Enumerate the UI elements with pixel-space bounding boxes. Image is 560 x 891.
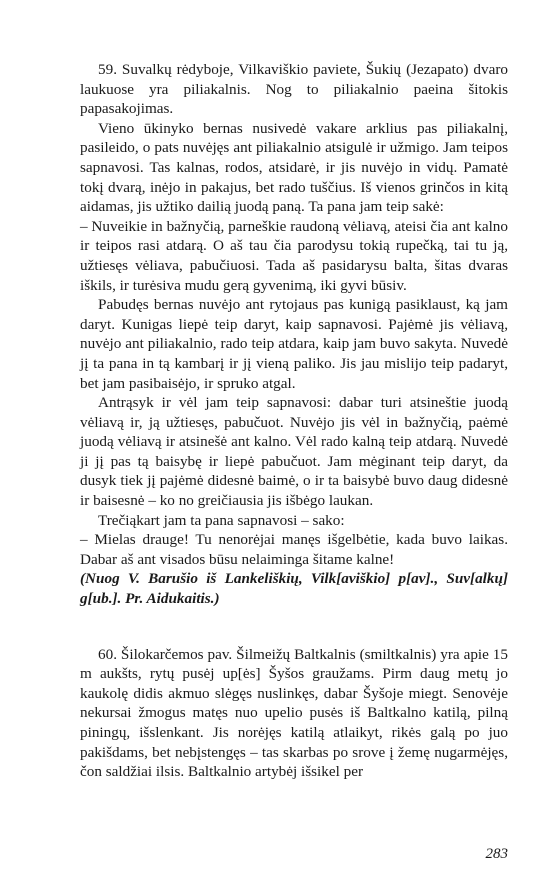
paragraph: Vieno ūkinyko bernas nusivedė vakare arklius pas piliakalnį, pasileido, o pats nuvėjęs ant piliakalnio atsigulė ir užmigo. Jam teipos sapnavosi. Tas kalnas, rodos, atsidarė, ir jis nuvėjo in vidų. Pamatė tokį dvarą, inėjo in pakajus, bet rado tuščius. Iš vienos grinčos in kitą aidamas, jis užtiko dailią juodą paną. Ta pana jam teip sakė: — [80, 119, 508, 216]
dialogue-paragraph: – Mielas drauge! Tu nenorėjai manęs išgelbėtie, kada buvo laikas. Dabar aš ant visados būsu nelaiminga šitame kalne! — [80, 531, 508, 568]
page-number: 283 — [485, 846, 508, 862]
legend-entry-59 — [80, 60, 508, 609]
legend-entry-60 — [80, 645, 508, 782]
paragraph: 59. Suvalkų rėdyboje, Vilkaviškio paviete, Šukių (Jezapato) dvaro laukuose yra piliakalnis. Nog to piliakalnio paeina šitokis papasakojimas. — [80, 61, 508, 118]
paragraph: Antrąsyk ir vėl jam teip sapnavosi: dabar turi atsineštie juodą vėliavą ir, ją užtiesęs, pabučuot. Nuvėjo jis vėl in bažnyčią, paėmė juodą vėliavą ir atsinešė ant kalno. Vėl rado kalną teip atdarą. Nuvedė ji jį pas tą baisybę ir liepė pabučuot. Jam mėginant teip daryt, da dusyk tiek jį pajėmė didesnė baimė, o ir ta baisybė buvo daug didesnė ir baisesnė – ko no greičiausia jis išbėgo laukan. — [80, 394, 508, 510]
source-citation: (Nuog V. Barušio iš Lankeliškių, Vilk[aviškio] p[av]., Suv[alkų] g[ub.]. Pr. Aidukaitis.) — [80, 570, 508, 608]
paragraph: Trečiąkart jam ta pana sapnavosi – sako: — [98, 511, 345, 529]
dialogue-paragraph: – Nuveikie in bažnyčią, parneškie raudoną vėliavą, ateisi čia ant kalno ir teipos rasi atdarą. O aš tau čia parodysu tokią rupečką, tai tu ją, užtiesęs vėliava, pabučiuosi. Tada aš pasidarysu balta, šitas dvaras iškils, ir turėsiva mudu gerą gyvenimą, iki gyvi būsiv. — [80, 217, 508, 294]
paragraph: Pabudęs bernas nuvėjo ant rytojaus pas kunigą pasiklaust, ką jam daryt. Kunigas liepė teip daryt, kaip sapnavosi. Pajėmė jis vėliavą, nuvėjo ant piliakalnio, rado teip atdara, kaip jam buvo sakyta. Nuvedė jį ta pana in tą kambarį ir jį vieną paliko. Jis jau mislijo teip padaryt, bet jam pasibaisėjo, ir spruko atgal. — [80, 296, 508, 392]
entry-separator — [80, 609, 508, 645]
paragraph: 60. Šilokarčemos pav. Šilmeižų Baltkalnis (smiltkalnis) yra apie 15 m aukšts, rytų pusėj up[ės] Šyšos graužams. Pirm daug metų jo kaukolę didis akmuo slėgęs nuslinkęs, dabar Šyšoje miegt. Senovėje nekursai žmogus matęs nuo upelio pusės iš Baltkalno katilą, pilną piningų, išslenkant. Jis norėjęs katilą atlaikyt, rikės galą po juo pakišdams, bet nebįstengęs – tas skarbas po srove į žemę nugarmėjęs, čon saldžiai ilsis. Baltkalnio artybėj išsikel per — [80, 645, 508, 781]
